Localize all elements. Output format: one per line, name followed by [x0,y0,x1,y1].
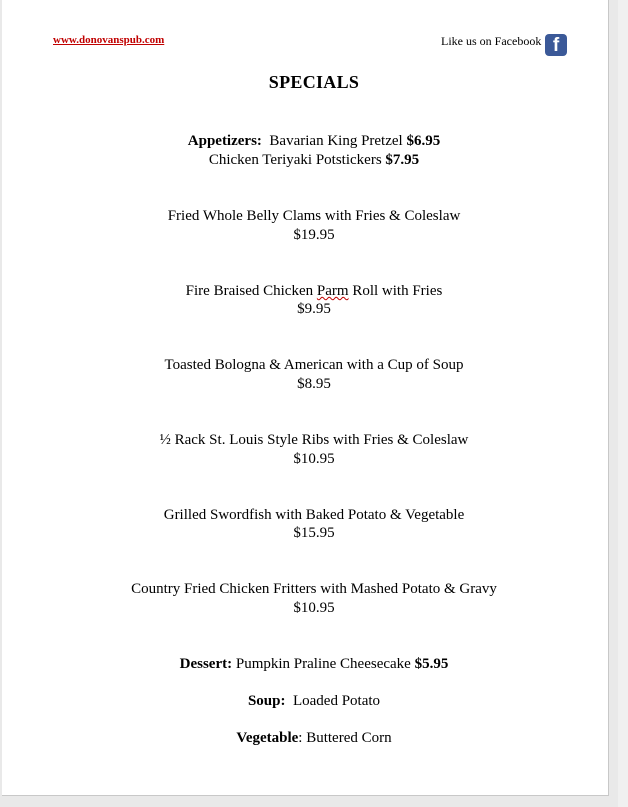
dessert-price: $5.95 [414,656,449,672]
dessert-line [2,655,626,673]
special-5-price: $15.95 [293,525,335,541]
appetizers-line [2,132,626,150]
vegetable-label: Vegetable [236,730,299,746]
special-2-name [2,282,626,300]
vegetable-name: : Buttered Corn [298,730,392,746]
appetizer-1-price: $6.95 [406,133,441,149]
document-page [2,0,609,796]
soup-label: Soup: [247,693,286,709]
special-2-name-end: Roll with Fries [348,283,443,299]
spellcheck-flagged-word: Parm [316,283,349,299]
appetizers-label: Appetizers: [187,133,262,149]
appetizer-2-price: $7.95 [385,152,420,168]
special-3-price: $8.95 [297,376,331,392]
special-2-name-start: Fire Braised Chicken [185,283,317,299]
dessert-label: Dessert: [179,656,233,672]
special-5-name: Grilled Swordfish with Baked Potato & Vegetable [163,507,465,523]
special-6-name: Country Fried Chicken Fritters with Mashed Potato & Gravy [131,581,497,597]
special-2-price: $9.95 [297,301,331,317]
appetizer-2-line [2,151,626,169]
appetizer-1-name: Bavarian King Pretzel [269,133,403,149]
page-title: SPECIALS [268,72,360,92]
facebook-icon[interactable]: f [545,34,567,56]
appetizer-2-name: Chicken Teriyaki Potstickers [208,152,382,168]
soup-name: Loaded Potato [292,693,381,709]
special-6-price: $10.95 [293,600,335,616]
facebook-label: Like us on Facebook [441,34,542,48]
vegetable-line [2,729,626,747]
soup-line [2,692,626,710]
special-4-name: ½ Rack St. Louis Style Ribs with Fries & Coleslaw [159,432,469,448]
special-4-price: $10.95 [293,451,335,467]
special-1-name: Fried Whole Belly Clams with Fries & Coleslaw [167,208,461,224]
website-link[interactable]: www.donovanspub.com [53,34,165,46]
special-1-price: $19.95 [293,227,335,243]
scrollbar[interactable] [618,0,628,807]
dessert-name: Pumpkin Praline Cheesecake [235,656,411,672]
special-3-name: Toasted Bologna & American with a Cup of Soup [164,357,464,373]
